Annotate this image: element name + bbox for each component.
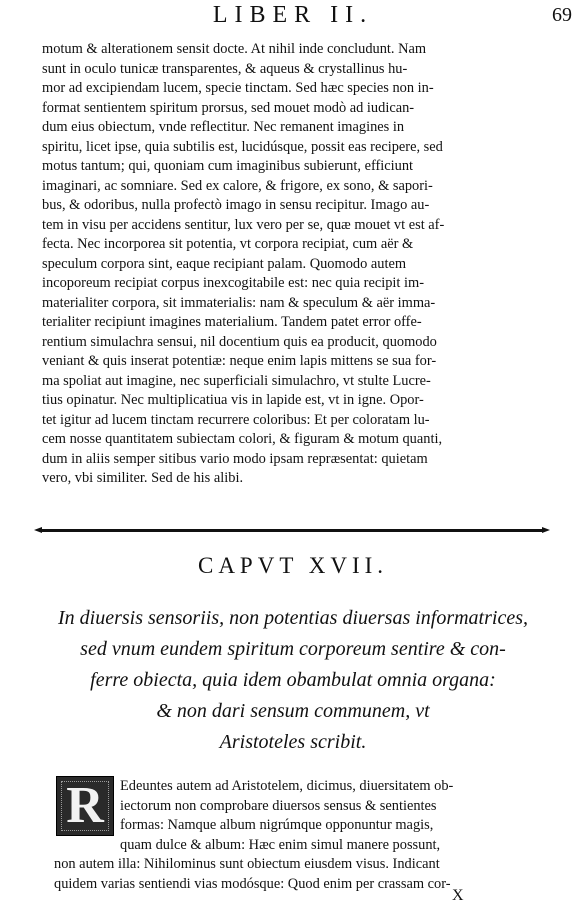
running-head [0, 0, 586, 40]
text-line: cem nosse quantitatem subiectam colori, & figuram & motum quanti, [42, 431, 443, 447]
summary-line: & non dari sensum communem, vt [156, 700, 430, 722]
text-line: non autem illa: Nihilominus sunt obiectum eiusdem visus. Indicant [54, 856, 440, 872]
text-line: dum in aliis semper sitibus vario modo ipsam repræsentat: quietam [42, 450, 428, 467]
text-line: tem in visu per accidens sentitur, lux vero per se, quæ mouet vt est af- [42, 216, 445, 233]
text-line: iectorum non comprobare diuersos sensus & sentientes [120, 797, 437, 814]
page-number: 69 [552, 4, 572, 26]
text-line: terialiter recipiunt imagines materialium. Tandem patet error offe- [42, 314, 422, 330]
text-line: materialiter corpora, sit immaterialis: nam & speculum & aër imma- [42, 294, 436, 311]
chapter-heading: CAPVT XVII. [197, 553, 389, 578]
text-line: bus, & odoribus, nulla profectò imago in sensu recipitur. Imago au- [42, 197, 430, 213]
summary-line: Aristoteles scribit. [219, 731, 367, 753]
text-line: ma spoliat aut imagine, nec superficiali simulachro, vt stulte Lucre- [42, 372, 431, 389]
text-line: incoporeum recipiat corpus inexcogitabile est: nec quia recipit im- [42, 275, 425, 291]
text-line: Edeuntes autem ad Aristotelem, dicimus, diuersitatem ob- [120, 778, 454, 794]
text-line: spiritu, licet ipse, quia subtilis est, lucidúsque, possit eas recipere, sed [42, 138, 443, 155]
section-divider-rule [40, 529, 544, 532]
text-line: formas: Namque album nigrúmque opponuntur magis, [120, 817, 434, 833]
text-line: imaginari, ac somniare. Sed ex calore, & frigore, ex sono, & sapori- [42, 177, 433, 194]
chapter-opening-text [56, 777, 546, 894]
text-line: rentium simulachra sensui, nil docentium quis ea producit, quomodo [42, 333, 437, 350]
main-text-block [42, 40, 542, 489]
text-line: tet igitur ad lucem tinctam recurrere coloribus: Et per coloratam lu- [42, 411, 430, 428]
summary-line: In diuersis sensoriis, non potentias diuersas informatrices, [57, 607, 528, 629]
text-line: veniant & quis inserat potentiæ: neque enim lapis mittens se sua for- [42, 353, 437, 369]
text-line: motus tantum; qui, quoniam cum imaginibus subierunt, efficiunt [42, 158, 414, 174]
text-line: speculum corpora sint, eaque recipiant palam. Quomodo autem [42, 255, 407, 272]
text-line: tius opinatur. Nec multiplicatiua vis in lapide est, vt in igne. Opor- [42, 392, 424, 408]
running-title: LIBER II. [212, 2, 374, 28]
signature-mark: X [452, 887, 464, 904]
text-line: quam dulce & album: Hæc enim simul manere possunt, [120, 836, 441, 853]
initial-letter: R [66, 777, 104, 834]
text-line: quidem varias sentiendi vias modósque: Quod enim per crassam cor- [54, 875, 451, 892]
text-line: sunt in oculo tunicæ transparentes, & aqueus & crystallinus hu- [42, 60, 408, 77]
text-line: format sentientem spiritum prorsus, sed mouet modò ad iudican- [42, 99, 415, 116]
text-line: dum eius obiectum, vnde reflectitur. Nec remanent imagines in [42, 119, 405, 135]
chapter-summary [30, 603, 556, 758]
summary-line: ferre obiecta, quia idem obambulat omnia organa: [90, 669, 496, 691]
summary-line: sed vnum eundem spiritum corporeum sentire & con- [80, 638, 506, 660]
text-line: motum & alterationem sensit docte. At nihil inde concludunt. Nam [42, 41, 427, 57]
text-line: mor ad excipiendam lucem, specie tinctam. Sed hæc species non in- [42, 80, 434, 96]
text-line: fecta. Nec incorporea sit potentia, vt corpora recipiat, cum aër & [42, 236, 414, 252]
text-line: vero, vbi similiter. Sed de his alibi. [42, 470, 244, 486]
